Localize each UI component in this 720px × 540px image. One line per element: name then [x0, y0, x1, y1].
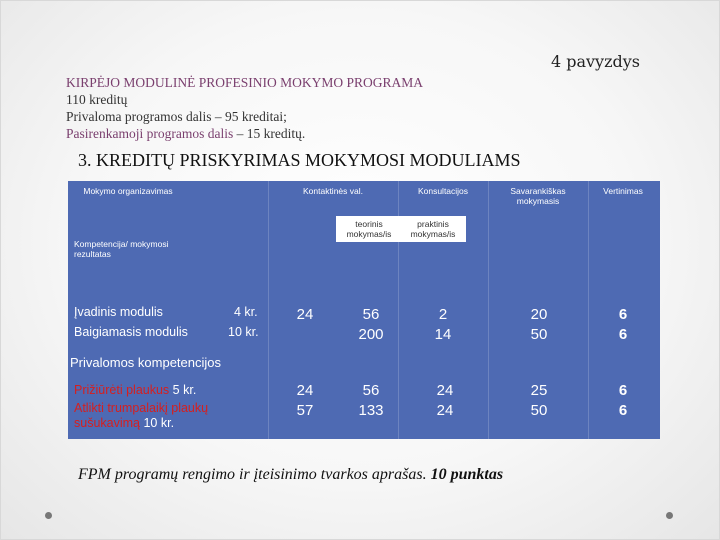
modules-theory-hours: 24 — [296, 306, 314, 323]
competence-2-name: Atlikti trumpalaikį plaukų sušukavimą — [74, 401, 209, 430]
contact-hours-subheader — [336, 216, 466, 242]
footer-note — [78, 466, 503, 484]
competence-2-credits: 10 kr. — [143, 416, 175, 430]
competence-1-name: Prižiūrėti plaukus — [74, 383, 170, 397]
elective-part-line — [66, 125, 423, 142]
header-competence: Kompetencija/ mokymosi rezultatas — [74, 239, 169, 259]
c2-consultations: 24 — [436, 402, 454, 419]
competence-1-credits: 5 kr. — [172, 383, 197, 397]
final-evaluation: 6 — [618, 326, 628, 343]
c2-evaluation: 6 — [618, 402, 628, 419]
slide-dot-icon — [45, 512, 52, 519]
intro-module-name: Įvadinis modulis — [74, 305, 163, 319]
c1-practical-hours: 56 — [362, 382, 380, 399]
final-self-study: 50 — [530, 326, 548, 343]
footer-note-text: FPM programų rengimo ir įteisinimo tvarkos aprašas. — [78, 466, 431, 483]
example-label: 4 pavyzdys — [550, 52, 640, 71]
header-practical: praktinis mokymas/is — [410, 219, 456, 239]
column-divider — [488, 181, 489, 439]
final-consultations: 14 — [434, 326, 452, 343]
final-module-name: Baigiamasis modulis — [74, 325, 188, 339]
program-intro — [66, 74, 423, 142]
footer-note-bold: 10 punktas — [430, 466, 504, 483]
header-organization: Mokymo organizavimas — [83, 186, 173, 196]
intro-module-credits: 4 kr. — [234, 305, 258, 319]
final-module-credits: 10 kr. — [228, 325, 259, 339]
c2-self-study: 50 — [530, 402, 548, 419]
header-theory: teorinis mokymas/is — [346, 219, 392, 239]
mandatory-part-line: Privaloma programos dalis – 95 kreditai; — [66, 109, 287, 124]
c1-self-study: 25 — [530, 382, 548, 399]
c2-theory-hours: 57 — [296, 402, 314, 419]
competence-1 — [74, 383, 196, 398]
intro-consultations: 2 — [438, 306, 448, 323]
slide-dot-icon — [666, 512, 673, 519]
header-self-study: Savarankiškas mokymasis — [510, 186, 566, 206]
elective-part-value: – 15 kreditų. — [233, 126, 306, 141]
c1-theory-hours: 24 — [296, 382, 314, 399]
intro-self-study: 20 — [530, 306, 548, 323]
intro-evaluation: 6 — [618, 306, 628, 323]
mandatory-competences-title: Privalomos kompetencijos — [70, 355, 222, 370]
header-consultations: Konsultacijos — [417, 186, 469, 196]
c1-consultations: 24 — [436, 382, 454, 399]
section-title: 3. KREDITŲ PRISKYRIMAS MOKYMOSI MODULIAMS — [78, 150, 521, 170]
column-divider — [588, 181, 589, 439]
header-contact-hours: Kontaktinės val. — [302, 186, 363, 196]
competence-2 — [74, 401, 264, 431]
header-evaluation: Vertinimas — [603, 186, 643, 196]
elective-part-label: Pasirenkamoji programos dalis — [66, 126, 234, 141]
column-divider — [268, 181, 269, 439]
final-practical-hours: 200 — [358, 326, 384, 343]
program-credits: 110 kreditų — [66, 92, 128, 107]
credit-allocation-table — [68, 181, 660, 439]
intro-practical-hours: 56 — [362, 306, 380, 323]
program-title: KIRPĖJO MODULINĖ PROFESINIO MOKYMO PROGRAMA — [66, 75, 424, 90]
c2-practical-hours: 133 — [358, 402, 384, 419]
c1-evaluation: 6 — [618, 382, 628, 399]
